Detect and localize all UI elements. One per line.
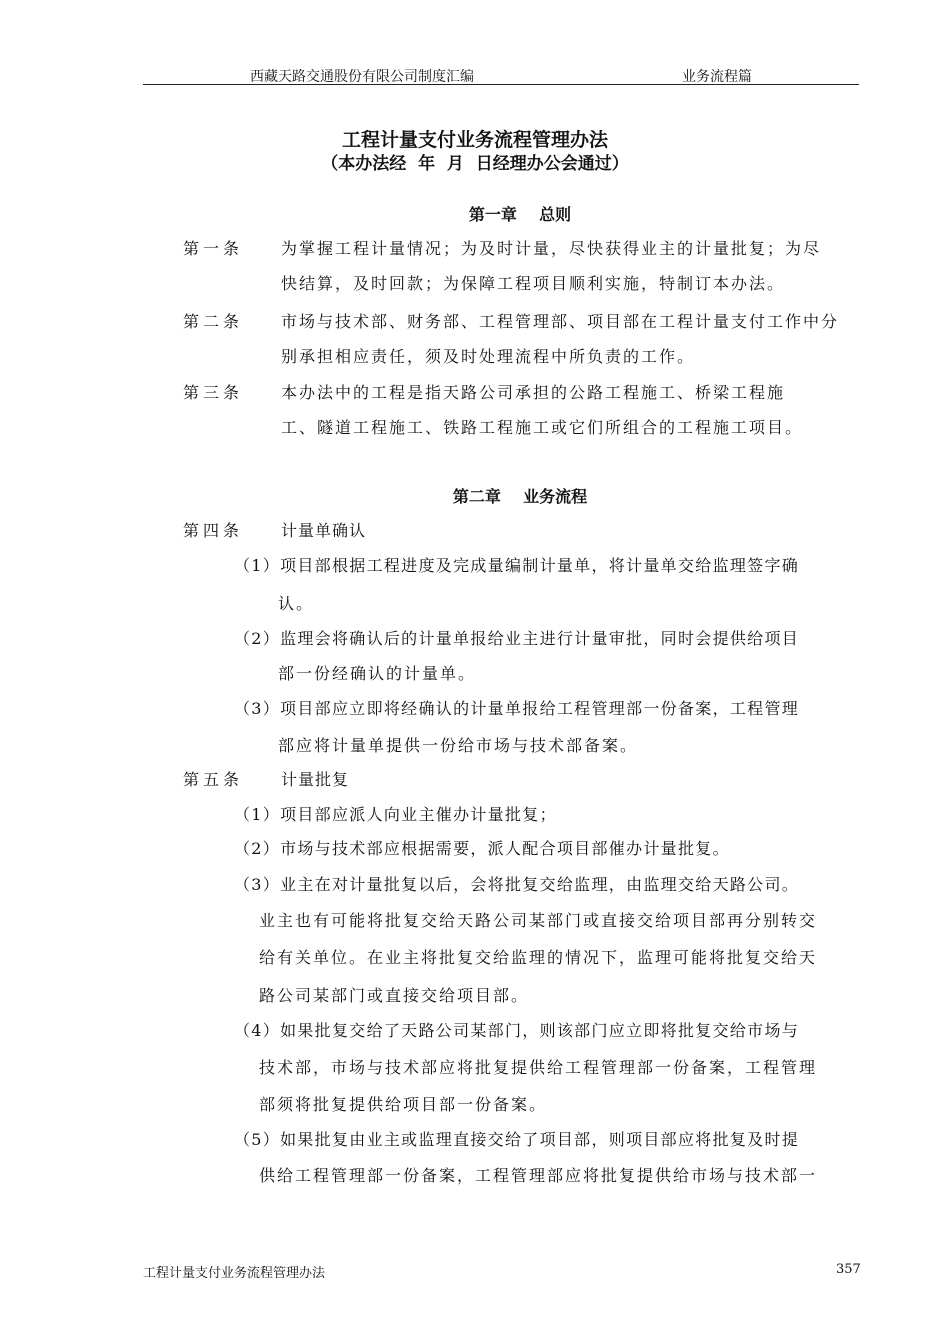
article-5-item-3-cont: 给有关单位。在业主将批复交给监理的情况下，监理可能将批复交给天 xyxy=(259,948,818,967)
article-5-item-3-cont: 业主也有可能将批复交给天路公司某部门或直接交给项目部再分别转交 xyxy=(259,911,818,930)
chapter-2-heading: 第二章 业务流程 xyxy=(452,487,588,506)
article-5-item-1: （1）项目部应派人向业主催办计量批复； xyxy=(234,805,557,824)
article-5-item-3: （3）业主在对计量批复以后，会将批复交给监理，由监理交给天路公司。 xyxy=(234,875,800,894)
running-header-section: 业务流程篇 xyxy=(682,69,752,85)
article-5-item-4-cont: 部须将批复提供给项目部一份备案。 xyxy=(259,1095,548,1114)
article-5-item-3-cont: 路公司某部门或直接交给项目部。 xyxy=(259,986,530,1005)
article-2-line: 市场与技术部、财务部、工程管理部、项目部在工程计量支付工作中分 xyxy=(281,312,840,331)
article-5-item-2: （2）市场与技术部应根据需要，派人配合项目部催办计量批复。 xyxy=(234,839,730,858)
article-4-item-1-cont: 认。 xyxy=(278,594,315,613)
article-3-line: 本办法中的工程是指天路公司承担的公路工程施工、桥梁工程施 xyxy=(281,383,786,402)
article-5-item-5: （5）如果批复由业主或监理直接交给了项目部，则项目部应将批复及时提 xyxy=(234,1130,800,1149)
article-5-label: 第五条 xyxy=(183,770,244,789)
article-1-line: 快结算，及时回款；为保障工程项目顺利实施，特制订本办法。 xyxy=(281,274,786,293)
article-5-item-4-cont: 技术部，市场与技术部应将批复提供给工程管理部一份备案，工程管理 xyxy=(259,1058,818,1077)
article-4-item-3-cont: 部应将计量单提供一份给市场与技术部备案。 xyxy=(278,736,639,755)
document-title: 工程计量支付业务流程管理办法 xyxy=(341,129,608,151)
document-subtitle: （本办法经 年 月 日经理办公会通过） xyxy=(321,154,629,174)
header-rule xyxy=(143,84,859,85)
article-4-item-2-cont: 部一份经确认的计量单。 xyxy=(278,664,477,683)
article-2-line: 别承担相应责任，须及时处理流程中所负责的工作。 xyxy=(281,347,696,366)
running-footer-title: 工程计量支付业务流程管理办法 xyxy=(143,1266,326,1281)
page-number: 357 xyxy=(836,1262,861,1277)
article-5-item-5-cont: 供给工程管理部一份备案，工程管理部应将批复提供给市场与技术部一 xyxy=(259,1166,818,1185)
article-3-label: 第三条 xyxy=(183,383,244,402)
article-4-item-2: （2）监理会将确认后的计量单报给业主进行计量审批，同时会提供给项目 xyxy=(234,629,800,648)
article-1-line: 为掌握工程计量情况；为及时计量，尽快获得业主的计量批复；为尽 xyxy=(281,239,822,258)
article-2-label: 第二条 xyxy=(183,312,244,331)
running-header-company: 西藏天路交通股份有限公司制度汇编 xyxy=(250,69,474,85)
article-5-item-4: （4）如果批复交给了天路公司某部门，则该部门应立即将批复交给市场与 xyxy=(234,1021,800,1040)
article-1-label: 第一条 xyxy=(183,239,244,258)
article-3-line: 工、隧道工程施工、铁路工程施工或它们所组合的工程施工项目。 xyxy=(281,418,804,437)
article-4-item-3: （3）项目部应立即将经确认的计量单报给工程管理部一份备案，工程管理 xyxy=(234,699,800,718)
article-4-item-1: （1）项目部根据工程进度及完成量编制计量单，将计量单交给监理签字确 xyxy=(234,556,800,575)
chapter-1-heading: 第一章 总则 xyxy=(468,205,572,224)
article-4-title: 计量单确认 xyxy=(281,521,367,540)
article-5-title: 计量批复 xyxy=(281,770,350,789)
article-4-label: 第四条 xyxy=(183,521,244,540)
